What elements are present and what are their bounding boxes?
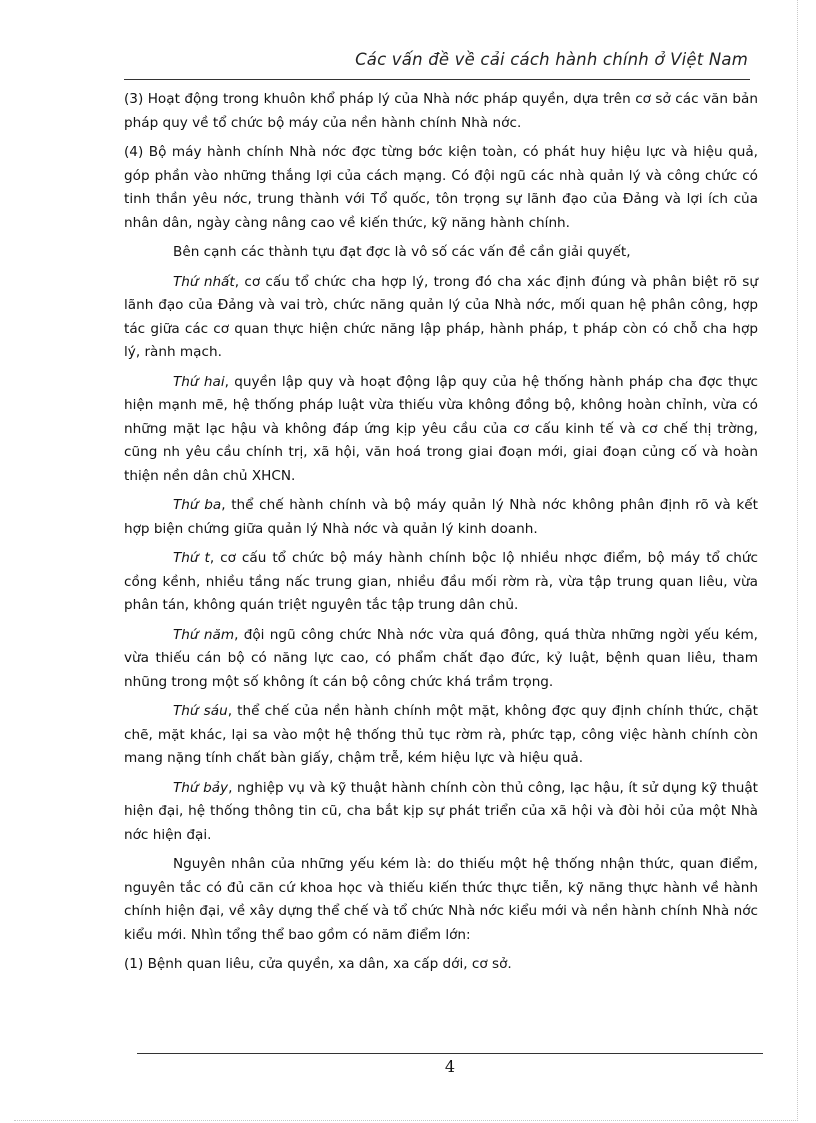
paragraph-thu-nhat bbox=[124, 271, 758, 365]
paragraph-text: (3) Hoạt động trong khuôn khổ pháp lý của Nhà nớc pháp quyền, dựa trên cơ sở các văn bản pháp quy về tổ chức bộ máy của nền hành chính Nhà nớc. bbox=[124, 91, 758, 131]
footer-divider bbox=[137, 1053, 763, 1054]
paragraph-text: (1) Bệnh quan liêu, cửa quyền, xa dân, xa cấp dới, cơ sở. bbox=[124, 956, 512, 972]
paragraph-lead: Thứ nhất bbox=[173, 273, 235, 290]
paragraph-text: , cơ cấu tổ chức cha hợp lý, trong đó cha xác định đúng và phân biệt rõ sự lãnh đạo của Đảng và vai trò, chức năng quản lý của Nhà nớc, mối quan hệ phân công, hợp tác giữa các cơ quan thực hiện chức năng lập pháp, hành pháp, t pháp còn có chỗ cha hợp lý, rành mạch. bbox=[124, 273, 759, 360]
header-divider bbox=[124, 79, 750, 80]
paragraph-thu-bay bbox=[124, 777, 758, 848]
paragraph-lead: Thứ sáu bbox=[173, 703, 228, 719]
paragraph-text: , thể chế của nền hành chính một mặt, không đợc quy định chính thức, chặt chẽ, mặt khác, lại sa vào một hệ thống thủ tục rờm rà, phức tạp, công việc hành chính còn mang nặng tính chất bàn giấy, chậm trễ, kém hiệu lực và hiệu quả. bbox=[124, 703, 758, 766]
paragraph-text: Nguyên nhân của những yếu kém là: do thiếu một hệ thống nhận thức, quan điểm, nguyên tắc có đủ căn cứ khoa học và thiếu kiến thức thực tiễn, kỹ năng thực hành về hành chính hiện đại, về xây dựng thể chế và tổ chức Nhà nớc kiểu mới và nền hành chính Nhà nớc kiểu mới. Nhìn tổng thể bao gồm có năm điểm lớn: bbox=[124, 856, 758, 943]
paragraph-text: (4) Bộ máy hành chính Nhà nớc đợc từng bớc kiện toàn, có phát huy hiệu lực và hiệu quả, góp phần vào những thắng lợi của cách mạng. Có đội ngũ các nhà quản lý và công chức có tinh thần yêu nớc, trung thành với Tổ quốc, tôn trọng sự lãnh đạo của Đảng và lợi ích của nhân dân, ngày càng nâng cao về kiến thức, kỹ năng hành chính. bbox=[124, 144, 758, 231]
paragraph-text: , nghiệp vụ và kỹ thuật hành chính còn thủ công, lạc hậu, ít sử dụng kỹ thuật hiện đại, hệ thống thông tin cũ, cha bắt kịp sự phát triển của xã hội và đòi hỏi của một Nhà nớc hiện đại. bbox=[124, 779, 758, 843]
running-header: Các vấn đề về cải cách hành chính ở Việt Nam bbox=[355, 50, 748, 69]
paragraph-thu-tu bbox=[124, 547, 758, 618]
paragraph-item-4 bbox=[124, 141, 758, 235]
paragraph-lead: Thứ năm bbox=[173, 626, 235, 643]
paragraph-text: , đội ngũ công chức Nhà nớc vừa quá đông, quá thừa những ngời yếu kém, vừa thiếu cán bộ có năng lực cao, có phẩm chất đạo đức, kỷ luật, bệnh quan liêu, tham nhũng trong một số không ít cán bộ công chức khá trầm trọng. bbox=[124, 626, 759, 690]
paragraph-text: , cơ cấu tổ chức bộ máy hành chính bộc lộ nhiều nhợc điểm, bộ máy tổ chức cồng kềnh, nhiều tầng nấc trung gian, nhiều đầu mối rờm rà, vừa tập trung quan liêu, vừa phân tán, không quán triệt nguyên tắc tập trung dân chủ. bbox=[124, 550, 758, 613]
paragraph-thu-ba bbox=[124, 494, 758, 541]
paragraph-item-3 bbox=[124, 88, 758, 135]
paragraph-lead: Thứ hai bbox=[173, 373, 225, 390]
paragraph-nguyen-nhan bbox=[124, 853, 758, 947]
paragraph-text: Bên cạnh các thành tựu đạt đợc là vô số các vấn đề cần giải quyết, bbox=[173, 244, 631, 260]
paragraph-thu-nam bbox=[124, 624, 758, 695]
paragraph-lead: Thứ bảy bbox=[173, 779, 229, 796]
paragraph-text: , thể chế hành chính và bộ máy quản lý Nhà nớc không phân định rõ và kết hợp biện chứng giữa quản lý Nhà nớc và quản lý kinh doanh. bbox=[124, 497, 758, 537]
paragraph-thu-sau bbox=[124, 700, 758, 771]
paragraph-thu-hai bbox=[124, 371, 758, 489]
paragraph-text: , quyền lập quy và hoạt động lập quy của hệ thống hành pháp cha đợc thực hiện mạnh mẽ, hệ thống pháp luật vừa thiếu vừa không đồng bộ, không hoàn chỉnh, vừa có những mặt lạc hậu và không đáp ứng kịp yêu cầu của cơ cấu kinh tế và cơ chế thị trờng, cũng nh yêu cầu chính trị, xã hội, văn hoá trong giai đoạn mới, giai đoạn củng cố và hoàn thiện nền dân chủ XHCN. bbox=[124, 373, 758, 484]
document-body bbox=[124, 88, 758, 983]
paragraph-lead: Thứ ba bbox=[173, 497, 222, 513]
paragraph-item-1 bbox=[124, 953, 758, 977]
paragraph-lead: Thứ t bbox=[173, 550, 210, 566]
page-number: 4 bbox=[444, 1057, 456, 1076]
paragraph-intro bbox=[124, 241, 758, 265]
